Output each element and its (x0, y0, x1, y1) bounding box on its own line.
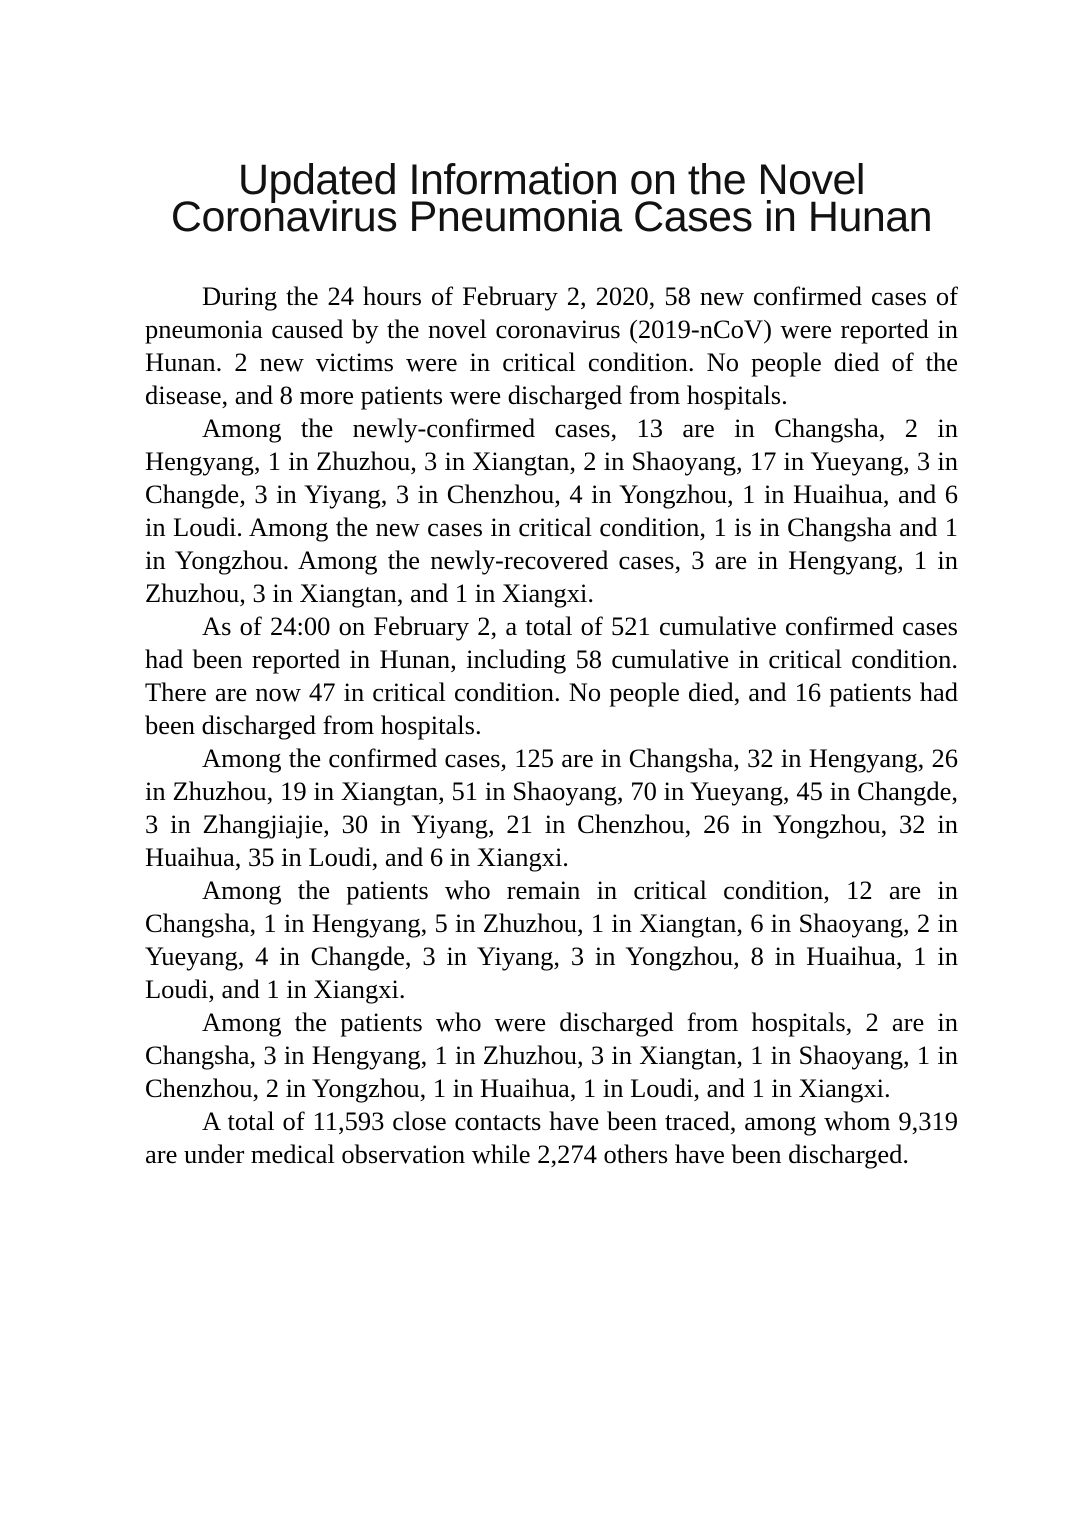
document-title (145, 156, 958, 241)
document-title-line-2: Coronavirus Pneumonia Cases in Hunan (170, 193, 933, 241)
paragraph: Among the patients who remain in critical condition, 12 are in Changsha, 1 in Hengyang, 5 in Zhuzhou, 1 in Xiangtan, 6 in Shaoyang, 2 in Yueyang, 4 in Changde, 3 in Yiyang, 3 in Yongzhou, 8 in Huaihua, 1 in Loudi, and 1 in Xiangxi. (145, 875, 958, 1004)
paragraph: During the 24 hours of February 2, 2020, 58 new confirmed cases of pneumonia caused by the novel coronavirus (2019-nCoV) were reported in Hunan. 2 new victims were in critical condition. No people died of the disease, and 8 more patients were discharged from hospitals. (145, 281, 958, 410)
document-body (145, 280, 958, 1171)
paragraph: Among the patients who were discharged from hospitals, 2 are in Changsha, 3 in Hengyang, 1 in Zhuzhou, 3 in Xiangtan, 1 in Shaoyang, 1 in Chenzhou, 2 in Yongzhou, 1 in Huaihua, 1 in Loudi, and 1 in Xiangxi. (145, 1007, 958, 1103)
paragraph: Among the newly-confirmed cases, 13 are in Changsha, 2 in Hengyang, 1 in Zhuzhou, 3 in Xiangtan, 2 in Shaoyang, 17 in Yueyang, 3 in Changde, 3 in Yiyang, 3 in Chenzhou, 4 in Yongzhou, 1 in Huaihua, and 6 in Loudi. Among the new cases in critical condition, 1 is in Changsha and 1 in Yongzhou. Among the newly-recovered cases, 3 are in Hengyang, 1 in Zhuzhou, 3 in Xiangtan, and 1 in Xiangxi. (145, 413, 958, 608)
paragraph: A total of 11,593 close contacts have been traced, among whom 9,319 are under medical observation while 2,274 others have been discharged. (145, 1106, 958, 1169)
document-title-line-1: Updated Information on the Novel (237, 156, 865, 204)
paragraph: Among the confirmed cases, 125 are in Changsha, 32 in Hengyang, 26 in Zhuzhou, 19 in Xiangtan, 51 in Shaoyang, 70 in Yueyang, 45 in Changde, 3 in Zhangjiajie, 30 in Yiyang, 21 in Chenzhou, 26 in Yongzhou, 32 in Huaihua, 35 in Loudi, and 6 in Xiangxi. (145, 743, 958, 872)
paragraph: As of 24:00 on February 2, a total of 521 cumulative confirmed cases had been reported in Hunan, including 58 cumulative in critical condition. There are now 47 in critical condition. No people died, and 16 patients had been discharged from hospitals. (145, 611, 958, 740)
